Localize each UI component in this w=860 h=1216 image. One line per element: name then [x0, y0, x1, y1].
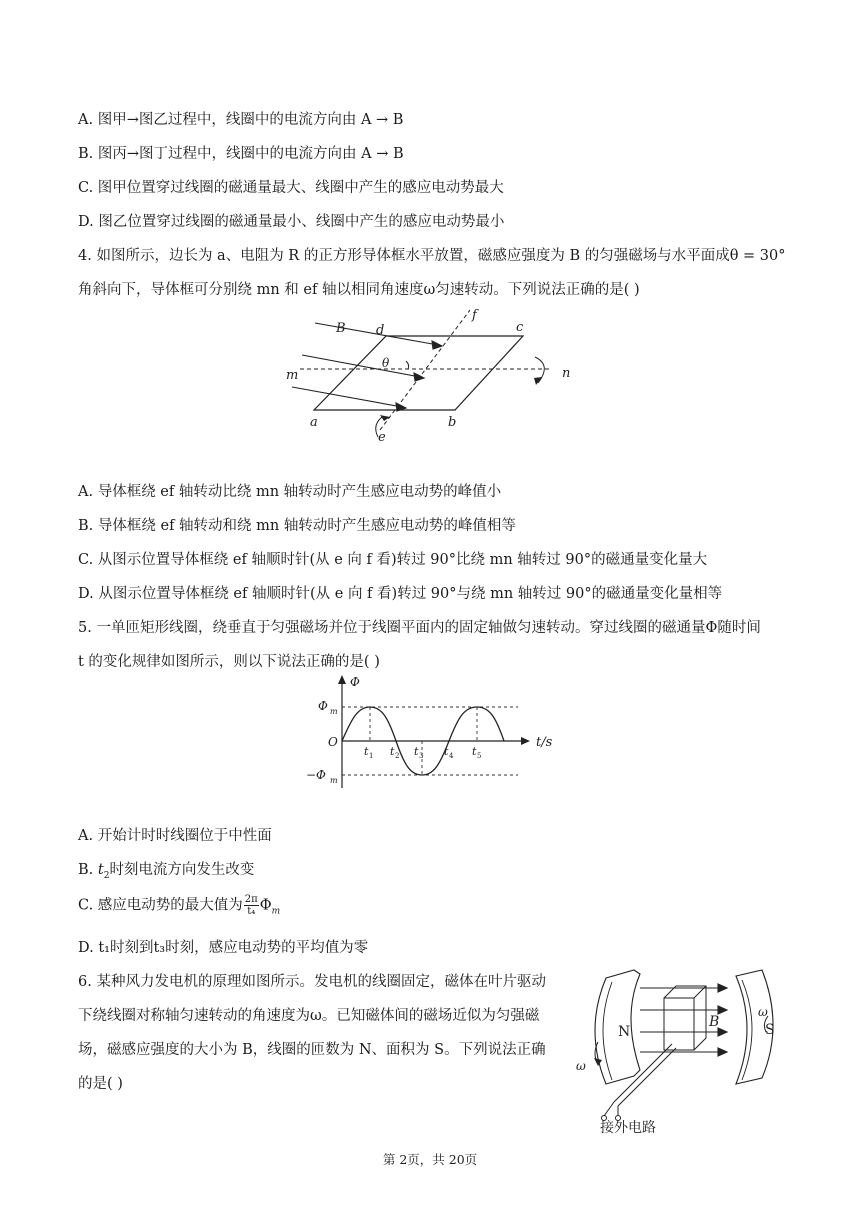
q5-option-c [78, 894, 280, 921]
q6-label-n: N [618, 1024, 631, 1040]
q6-label-omega-right: ω [758, 1005, 768, 1019]
q5-option-c-prefix: C. 感应电动势的最大值为 [78, 897, 243, 914]
q5-graph [300, 672, 570, 792]
svg-text:3: 3 [419, 752, 424, 760]
q4-label-c: c [516, 320, 524, 335]
q3-option-d: D. 图乙位置穿过线圈的磁通量最小、线圈中产生的感应电动势最小 [78, 214, 505, 230]
q5-option-b [78, 860, 254, 886]
q4-label-b-corner: b [448, 415, 457, 430]
q5-stem-line2: t 的变化规律如图所示，则以下说法正确的是( ) [78, 654, 380, 670]
q6-stem-line1: 6. 某种风力发电机的原理如图所示。发电机的线圈固定，磁体在叶片驱动 [78, 974, 546, 990]
q5-label-x-axis: t/s [536, 735, 553, 750]
svg-text:1: 1 [369, 752, 374, 760]
q4-option-a: A. 导体框绕 ef 轴转动比绕 mn 轴转动时产生感应电动势的峰值小 [78, 484, 502, 500]
q3-option-a: A. 图甲→图乙过程中，线圈中的电流方向由 A → B [78, 112, 404, 128]
q6-label-omega-left: ω [576, 1059, 586, 1073]
q3-option-c: C. 图甲位置穿过线圈的磁通量最大、线圈中产生的感应电动势最大 [78, 180, 504, 196]
q4-label-theta: θ [382, 356, 390, 370]
q4-figure [280, 305, 590, 445]
q5-option-c-phi-sub: m [271, 906, 281, 917]
q5-option-c-numerator: 2π [244, 894, 258, 905]
q5-option-b-sub: 2 [103, 870, 110, 881]
q4-label-m: m [286, 368, 299, 383]
q4-stem-line2: 角斜向下，导体框可分别绕 mn 和 ef 轴以相同角速度ω匀速转动。下列说法正确的是( ) [78, 282, 640, 298]
q4-label-b: B [336, 321, 346, 336]
q6-label-s: S [765, 1022, 775, 1038]
q4-option-d: D. 从图示位置导体框绕 ef 轴顺时针(从 e 向 f 看)转过 90°与绕 mn 轴转过 90°的磁通量变化量相等 [78, 586, 723, 602]
svg-text:4: 4 [449, 752, 454, 760]
q5-label-t1: t [364, 745, 369, 758]
q5-option-c-denominator: t₄ [247, 906, 256, 917]
q5-option-b-var: t [97, 862, 104, 878]
q4-label-f: f [472, 308, 477, 323]
q5-option-b-prefix: B. [78, 862, 98, 878]
q5-option-a: A. 开始计时时线圈位于中性面 [78, 828, 272, 844]
svg-text:2: 2 [395, 752, 400, 760]
q4-label-a: a [310, 415, 318, 430]
svg-text:5: 5 [477, 752, 482, 760]
q5-option-b-text: 时刻电流方向发生改变 [109, 862, 255, 878]
q5-label-phim-sub: m [330, 707, 338, 716]
q5-label-neg-phim: −Φ [306, 768, 326, 782]
q6-label-circuit: 接外电路 [600, 1120, 656, 1136]
q4-option-b: B. 导体框绕 ef 轴转动和绕 mn 轴转动时产生感应电动势的峰值相等 [78, 518, 516, 534]
q3-option-b: B. 图丙→图丁过程中，线圈中的电流方向由 A → B [78, 146, 404, 162]
q5-label-t3: t [414, 745, 419, 758]
q4-option-c: C. 从图示位置导体框绕 ef 轴顺时针(从 e 向 f 看)转过 90°比绕 mn 轴转过 90°的磁通量变化量大 [78, 552, 708, 568]
q5-option-d: D. t₁时刻到t₃时刻，感应电动势的平均值为零 [78, 940, 369, 956]
q5-label-phim: Φ [318, 699, 328, 713]
q5-option-c-phi: Φ [259, 897, 272, 914]
q6-figure [572, 966, 787, 1136]
q4-label-n: n [562, 366, 571, 381]
q6-stem-line4: 的是( ) [78, 1076, 123, 1092]
page-footer: 第 2页，共 20页 [382, 1152, 478, 1167]
q5-label-origin: O [328, 735, 338, 749]
q4-stem-line1: 4. 如图所示，边长为 a、电阻为 R 的正方形导体框水平放置，磁感应强度为 B 的匀强磁场与水平面成θ = 30° [78, 248, 786, 264]
q4-label-d: d [376, 323, 385, 338]
q5-stem-line1: 5. 一单匝矩形线圈，绕垂直于匀强磁场并位于线圈平面内的固定轴做匀速转动。穿过线圈的磁通量Φ随时间 [78, 620, 761, 636]
q5-option-c-fraction [244, 894, 259, 917]
q5-label-t2: t [390, 745, 395, 758]
q5-label-phi-axis: Φ [350, 675, 360, 689]
q5-label-neg-phim-sub: m [330, 776, 338, 785]
q6-label-b: B [709, 1014, 720, 1030]
q5-label-t5: t [472, 745, 477, 758]
q6-stem-line3: 场，磁感应强度的大小为 B，线圈的匝数为 N、面积为 S。下列说法正确 [78, 1042, 546, 1058]
q6-stem-line2: 下绕线圈对称轴匀速转动的角速度为ω。已知磁体间的磁场近似为匀强磁 [78, 1008, 540, 1024]
q4-label-e: e [378, 430, 386, 445]
q5-label-t4: t [444, 745, 449, 758]
